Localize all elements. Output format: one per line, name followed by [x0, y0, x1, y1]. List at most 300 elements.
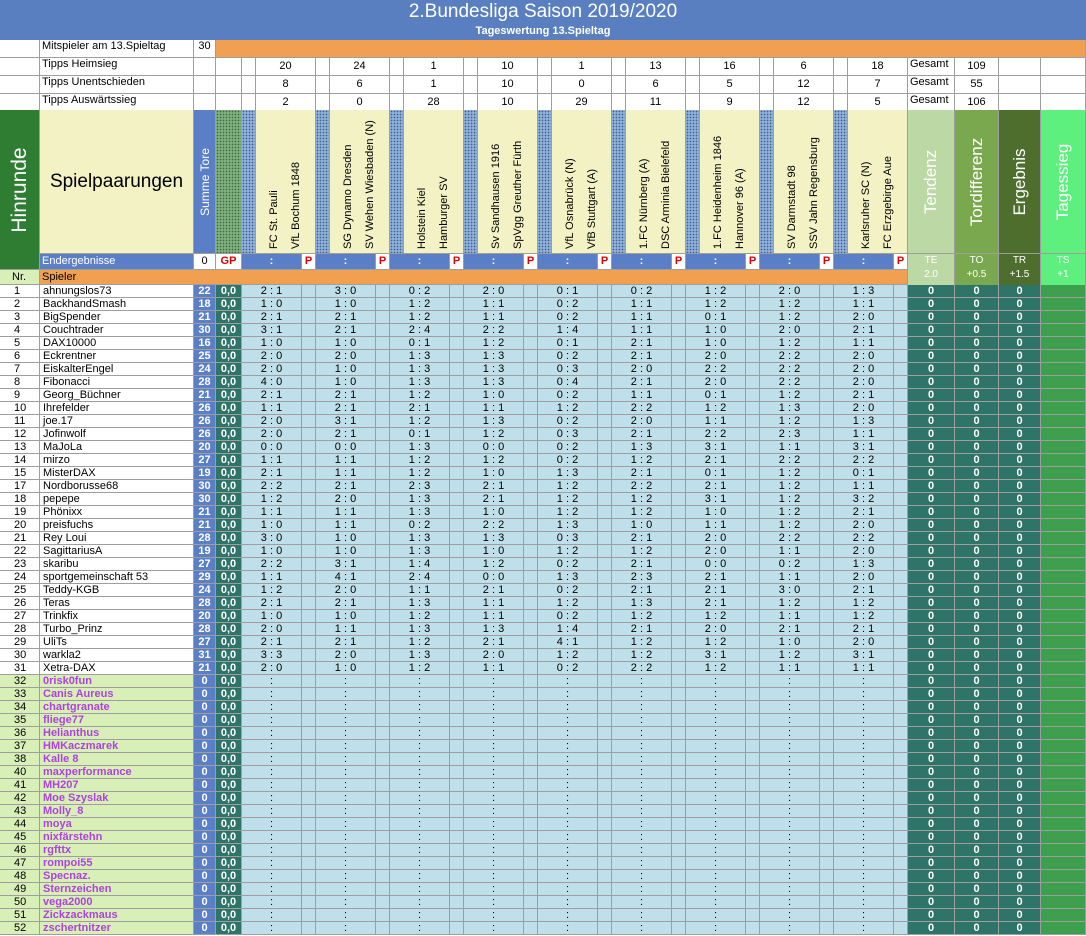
player-tip: :: [242, 753, 302, 766]
player-ts: [1041, 805, 1086, 818]
player-points: [672, 597, 686, 610]
player-name: Phönixx: [40, 506, 194, 519]
player-name: sportgemeinschaft 53: [40, 571, 194, 584]
player-sum-goals: 0: [194, 896, 216, 909]
player-tip: 4 : 1: [538, 636, 598, 649]
player-points: [746, 818, 760, 831]
blank-cell: [760, 58, 774, 76]
player-tip: 1 : 2: [612, 493, 672, 506]
player-points: [450, 714, 464, 727]
player-to: 0: [955, 298, 999, 311]
player-points: [894, 363, 908, 376]
player-tr: 0: [999, 831, 1041, 844]
player-tip: 0 : 0: [316, 441, 376, 454]
player-tip: 2 : 1: [242, 467, 302, 480]
player-tip: :: [242, 766, 302, 779]
blank-cell: [538, 76, 552, 94]
player-sum-goals: 0: [194, 688, 216, 701]
player-points: [820, 675, 834, 688]
player-tip: 1 : 1: [242, 506, 302, 519]
blank-cell: [316, 76, 330, 94]
points-label: P: [376, 254, 390, 270]
player-gp: 0,0: [216, 922, 242, 935]
tips-count: 29: [552, 94, 612, 112]
player-points: [746, 376, 760, 389]
player-to: 0: [955, 545, 999, 558]
player-points: [598, 558, 612, 571]
player-te: 0: [908, 883, 955, 896]
player-points: [524, 636, 538, 649]
player-tip: 2 : 1: [464, 493, 524, 506]
player-tip: 1 : 2: [464, 428, 524, 441]
player-ts: [1041, 597, 1086, 610]
player-tip: 2 : 1: [242, 285, 302, 298]
player-points: [524, 740, 538, 753]
player-points: [820, 467, 834, 480]
player-points: [672, 636, 686, 649]
blank-cell: [1041, 58, 1086, 76]
player-ts: [1041, 363, 1086, 376]
player-points: [598, 428, 612, 441]
player-tip: 1 : 3: [390, 363, 450, 376]
player-points: [524, 779, 538, 792]
players-count-label: Mitspieler am 13.Spieltag: [40, 40, 194, 58]
player-te: 0: [908, 376, 955, 389]
tips-count: 1: [404, 58, 464, 76]
player-points: [672, 818, 686, 831]
player-tip: 0 : 1: [390, 337, 450, 350]
player-te: 0: [908, 688, 955, 701]
player-gp: 0,0: [216, 324, 242, 337]
player-name: DAX10000: [40, 337, 194, 350]
player-gp: 0,0: [216, 597, 242, 610]
tips-count: 10: [478, 76, 538, 94]
player-tip: :: [760, 896, 820, 909]
player-points: [450, 311, 464, 324]
player-points: [746, 493, 760, 506]
player-tip: :: [464, 688, 524, 701]
player-te: 0: [908, 662, 955, 675]
player-tip: :: [464, 857, 524, 870]
player-points: [746, 805, 760, 818]
row-number: 17: [0, 480, 40, 493]
player-points: [598, 675, 612, 688]
tips-count: 1: [404, 76, 464, 94]
player-tip: 1 : 3: [390, 441, 450, 454]
player-tip: :: [612, 831, 672, 844]
player-tip: :: [612, 753, 672, 766]
blank-cell: [0, 76, 40, 94]
player-points: [598, 493, 612, 506]
player-tip: 1 : 2: [538, 480, 598, 493]
player-points: [672, 870, 686, 883]
player-points: [450, 844, 464, 857]
player-tr: 0: [999, 623, 1041, 636]
player-tr: 0: [999, 363, 1041, 376]
away-team-label: Hamburger SV: [438, 176, 450, 249]
player-points: [894, 831, 908, 844]
player-gp: 0,0: [216, 298, 242, 311]
player-tr: 0: [999, 675, 1041, 688]
player-tr: 0: [999, 350, 1041, 363]
player-tip: :: [242, 844, 302, 857]
player-points: [524, 441, 538, 454]
player-sum-goals: 27: [194, 636, 216, 649]
player-points: [746, 350, 760, 363]
player-points: [450, 753, 464, 766]
player-to: 0: [955, 493, 999, 506]
player-tip: :: [390, 883, 450, 896]
player-te: 0: [908, 766, 955, 779]
player-points: [820, 415, 834, 428]
player-ts: [1041, 649, 1086, 662]
row-number: 12: [0, 428, 40, 441]
player-points: [302, 506, 316, 519]
player-to: 0: [955, 311, 999, 324]
player-points: [450, 415, 464, 428]
player-points: [376, 922, 390, 935]
player-to: 0: [955, 662, 999, 675]
player-points: [450, 701, 464, 714]
ergebnis-label: [999, 110, 1041, 254]
blank-cell: [834, 58, 848, 76]
player-points: [376, 467, 390, 480]
player-points: [820, 753, 834, 766]
player-points: [450, 740, 464, 753]
player-name: BigSpender: [40, 311, 194, 324]
player-sum-goals: 0: [194, 766, 216, 779]
player-tr: 0: [999, 454, 1041, 467]
player-points: [820, 389, 834, 402]
player-name: Xetra-DAX: [40, 662, 194, 675]
player-tr: 0: [999, 662, 1041, 675]
player-to: 0: [955, 532, 999, 545]
player-tip: :: [760, 714, 820, 727]
tips-count: 6: [626, 76, 686, 94]
player-tip: 1 : 1: [760, 571, 820, 584]
blank-cell: [390, 76, 404, 94]
player-te: 0: [908, 857, 955, 870]
player-tr: 0: [999, 584, 1041, 597]
player-gp: 0,0: [216, 714, 242, 727]
player-tip: 2 : 1: [686, 584, 746, 597]
player-tip: :: [538, 714, 598, 727]
player-points: [746, 610, 760, 623]
player-points: [672, 415, 686, 428]
player-tip: 3 : 1: [686, 493, 746, 506]
player-points: [894, 753, 908, 766]
player-sum-goals: 0: [194, 857, 216, 870]
player-points: [894, 896, 908, 909]
player-tip: 2 : 0: [316, 493, 376, 506]
player-tr: 0: [999, 441, 1041, 454]
player-name: nixfärstehn: [40, 831, 194, 844]
player-gp: 0,0: [216, 454, 242, 467]
final-score: :: [316, 254, 376, 270]
total-label: Gesamt: [908, 76, 955, 94]
blank-cell: [612, 58, 626, 76]
sum-goals-label-text: Summe Tore: [197, 147, 212, 216]
player-points: [598, 792, 612, 805]
player-tip: 1 : 3: [464, 623, 524, 636]
player-gp: 0,0: [216, 584, 242, 597]
player-tip: :: [390, 805, 450, 818]
round-label: [0, 110, 40, 270]
player-tip: 1 : 2: [464, 454, 524, 467]
player-sum-goals: 19: [194, 467, 216, 480]
player-tip: 0 : 2: [760, 558, 820, 571]
player-tip: :: [390, 701, 450, 714]
player-tip: 2 : 3: [390, 480, 450, 493]
row-number: 44: [0, 818, 40, 831]
player-name: Specnaz.: [40, 870, 194, 883]
away-team-label: Hannover 96 (A): [734, 168, 746, 249]
player-points: [524, 896, 538, 909]
match-header: [256, 110, 316, 254]
player-gp: 0,0: [216, 766, 242, 779]
player-points: [524, 623, 538, 636]
player-tip: 1 : 1: [316, 519, 376, 532]
player-points: [894, 441, 908, 454]
player-points: [746, 337, 760, 350]
player-tr: 0: [999, 597, 1041, 610]
points-label: P: [598, 254, 612, 270]
home-team-label: FC St. Pauli: [268, 190, 280, 249]
player-points: [524, 454, 538, 467]
player-points: [746, 883, 760, 896]
player-tip: 3 : 1: [686, 649, 746, 662]
player-tip: :: [316, 831, 376, 844]
player-points: [524, 922, 538, 935]
player-gp: 0,0: [216, 428, 242, 441]
player-points: [894, 558, 908, 571]
player-tip: 1 : 1: [612, 298, 672, 311]
player-points: [894, 597, 908, 610]
player-tip: 2 : 0: [242, 428, 302, 441]
player-points: [820, 584, 834, 597]
player-tip: :: [390, 818, 450, 831]
player-points: [672, 285, 686, 298]
player-tip: :: [834, 779, 894, 792]
player-gp: 0,0: [216, 831, 242, 844]
player-tr: 0: [999, 792, 1041, 805]
player-tip: 0 : 2: [538, 441, 598, 454]
player-te: 0: [908, 753, 955, 766]
player-tip: 1 : 2: [612, 610, 672, 623]
player-name: HMKaczmarek: [40, 740, 194, 753]
player-tip: 2 : 1: [316, 480, 376, 493]
player-tip: :: [390, 714, 450, 727]
player-tip: 2 : 1: [686, 480, 746, 493]
player-points: [672, 922, 686, 935]
player-te: 0: [908, 545, 955, 558]
player-tip: 1 : 2: [390, 662, 450, 675]
player-points: [450, 623, 464, 636]
player-points: [376, 792, 390, 805]
player-points: [598, 896, 612, 909]
player-points: [820, 727, 834, 740]
player-sum-goals: 0: [194, 831, 216, 844]
dot-pattern: [538, 110, 552, 254]
player-tip: 3 : 1: [686, 441, 746, 454]
player-points: [376, 480, 390, 493]
player-name: Ihrefelder: [40, 402, 194, 415]
player-points: [598, 324, 612, 337]
player-ts: [1041, 792, 1086, 805]
row-number: 10: [0, 402, 40, 415]
player-te: 0: [908, 558, 955, 571]
blank-cell: [216, 76, 242, 94]
player-points: [820, 350, 834, 363]
tips-label: Tipps Unentschieden: [40, 76, 194, 94]
player-tip: 2 : 0: [834, 376, 894, 389]
player-tip: 1 : 0: [316, 376, 376, 389]
away-team-label: SV Wehen Wiesbaden (N): [364, 120, 376, 249]
player-points: [376, 610, 390, 623]
player-points: [598, 480, 612, 493]
player-tip: 2 : 1: [834, 584, 894, 597]
player-points: [598, 311, 612, 324]
player-te: 0: [908, 571, 955, 584]
player-sum-goals: 27: [194, 454, 216, 467]
player-tip: 1 : 3: [390, 545, 450, 558]
player-name: Trinkfix: [40, 610, 194, 623]
player-tip: :: [538, 909, 598, 922]
player-points: [376, 831, 390, 844]
player-points: [598, 389, 612, 402]
row-number: 22: [0, 545, 40, 558]
player-to: 0: [955, 519, 999, 532]
player-ts: [1041, 441, 1086, 454]
final-score: :: [464, 254, 524, 270]
player-points: [672, 532, 686, 545]
player-tip: :: [538, 922, 598, 935]
player-tip: :: [834, 909, 894, 922]
player-tip: :: [464, 831, 524, 844]
player-points: [894, 454, 908, 467]
player-points: [376, 714, 390, 727]
player-points: [302, 584, 316, 597]
player-sum-goals: 24: [194, 584, 216, 597]
home-team-label: Sv Sandhausen 1916: [490, 143, 502, 249]
player-points: [450, 675, 464, 688]
player-tip: :: [390, 675, 450, 688]
player-tip: :: [686, 857, 746, 870]
player-tip: :: [612, 857, 672, 870]
player-tip: :: [242, 675, 302, 688]
row-number: 4: [0, 324, 40, 337]
player-tip: 2 : 1: [316, 597, 376, 610]
player-te: 0: [908, 324, 955, 337]
row-number: 33: [0, 688, 40, 701]
player-tip: :: [686, 675, 746, 688]
player-points: [524, 480, 538, 493]
player-tip: 3 : 0: [760, 584, 820, 597]
player-points: [746, 649, 760, 662]
player-te: 0: [908, 441, 955, 454]
player-te: 0: [908, 740, 955, 753]
player-tip: :: [686, 922, 746, 935]
player-name: rompoi55: [40, 857, 194, 870]
player-ts: [1041, 870, 1086, 883]
player-points: [746, 454, 760, 467]
player-tr: 0: [999, 922, 1041, 935]
player-tip: :: [760, 818, 820, 831]
player-tip: 1 : 3: [464, 350, 524, 363]
player-tip: :: [612, 701, 672, 714]
player-points: [524, 857, 538, 870]
player-points: [376, 428, 390, 441]
player-tip: :: [834, 870, 894, 883]
player-gp: 0,0: [216, 701, 242, 714]
player-tip: 1 : 3: [390, 649, 450, 662]
player-points: [376, 844, 390, 857]
player-points: [894, 727, 908, 740]
player-sum-goals: 28: [194, 532, 216, 545]
player-tip: 0 : 0: [464, 571, 524, 584]
player-tip: 2 : 2: [834, 454, 894, 467]
player-name: Turbo_Prinz: [40, 623, 194, 636]
player-name: chartgranate: [40, 701, 194, 714]
player-name: Nordborusse68: [40, 480, 194, 493]
player-name: Eckrentner: [40, 350, 194, 363]
player-points: [376, 636, 390, 649]
player-tip: :: [612, 909, 672, 922]
player-tip: :: [242, 896, 302, 909]
blank-cell: [464, 76, 478, 94]
player-points: [894, 298, 908, 311]
player-tip: 1 : 2: [834, 610, 894, 623]
player-points: [820, 844, 834, 857]
player-sum-goals: 25: [194, 350, 216, 363]
blank-cell: [242, 58, 256, 76]
player-tip: :: [834, 714, 894, 727]
player-points: [672, 610, 686, 623]
player-tr: 0: [999, 519, 1041, 532]
player-points: [302, 922, 316, 935]
player-points: [598, 662, 612, 675]
player-te: 0: [908, 454, 955, 467]
player-name: zschertnitzer: [40, 922, 194, 935]
player-tip: :: [686, 779, 746, 792]
player-tip: :: [686, 740, 746, 753]
player-tip: 1 : 0: [686, 506, 746, 519]
player-ts: [1041, 545, 1086, 558]
player-points: [894, 506, 908, 519]
player-points: [746, 870, 760, 883]
player-tip: :: [464, 727, 524, 740]
player-to: 0: [955, 610, 999, 623]
nr-header: Nr.: [0, 270, 40, 285]
player-to: 0: [955, 584, 999, 597]
player-to: 0: [955, 792, 999, 805]
row-number: 50: [0, 896, 40, 909]
player-points: [302, 792, 316, 805]
player-tip: :: [316, 922, 376, 935]
player-points: [672, 779, 686, 792]
player-ts: [1041, 740, 1086, 753]
player-points: [302, 532, 316, 545]
player-ts: [1041, 467, 1086, 480]
player-points: [302, 363, 316, 376]
player-tip: 1 : 2: [686, 285, 746, 298]
player-tip: 1 : 3: [834, 285, 894, 298]
sheet-subtitle: Tageswertung 13.Spieltag: [0, 24, 1086, 40]
player-tip: :: [316, 701, 376, 714]
player-points: [820, 714, 834, 727]
player-points: [746, 285, 760, 298]
player-points: [672, 584, 686, 597]
